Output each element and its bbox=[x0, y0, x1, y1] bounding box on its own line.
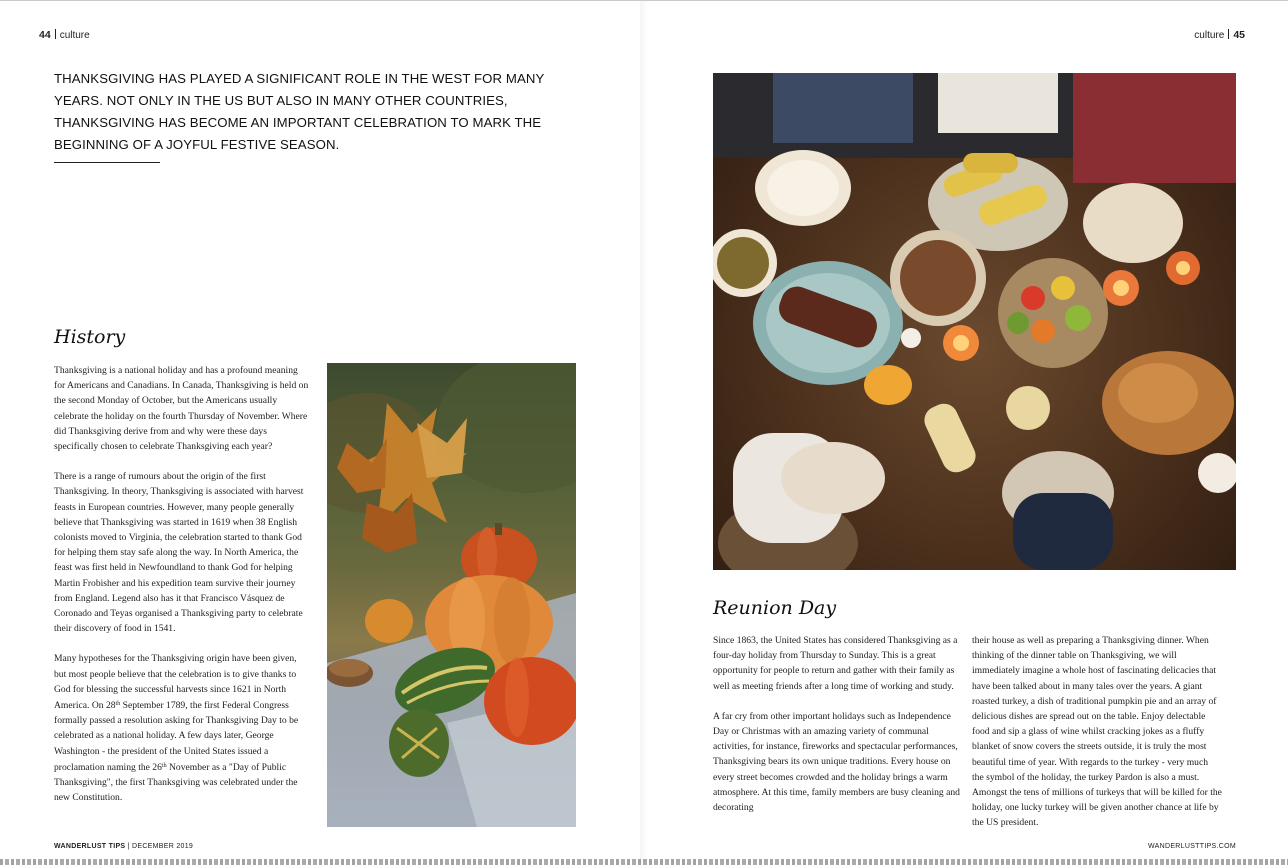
footer-website: WANDERLUSTTIPS.COM bbox=[1148, 843, 1236, 850]
history-paragraph-2: There is a range of rumours about the origin of the first Thanksgiving. In theory, Thanksgiving is associated with harvest feasts in European countries. However, many people generally believe that Thanksgiving was started in 1619 when 38 English colonists moved to Virginia, the celebration started to thank God for helping them stay safe along the way. In North America, the feast was first held in Newfoundland to thank God for helping Martin Frobisher and his expedition team survive their journey from England. Legend also has it that Francisco Vásquez de Coronado and Teyas organised a Thanksgiving party to celebrate their discovery of food in 1541. bbox=[54, 471, 304, 635]
issue-date: DECEMBER 2019 bbox=[132, 843, 194, 850]
folio-right bbox=[1194, 29, 1245, 41]
history-paragraph-3 bbox=[54, 651, 310, 805]
section-label-left: culture bbox=[59, 30, 90, 41]
section-label-right: culture bbox=[1194, 30, 1225, 41]
page-number-left: 44 bbox=[39, 29, 51, 41]
page-gutter bbox=[640, 1, 648, 865]
ordinal-suffix: th bbox=[115, 701, 121, 708]
reunion-paragraph-1: Since 1863, the United States has considered Thanksgiving as a four-day holiday from Thursday to Sunday. This is a great opportunity for people to return and gather with their family as well as meeting friends after a long time of working and study. bbox=[713, 635, 958, 692]
reunion-column-1 bbox=[713, 633, 963, 830]
intro-rule bbox=[54, 162, 160, 163]
history-paragraph-1: Thanksgiving is a national holiday and has a profound meaning for Americans and Canadians. In Canada, Thanksgiving is held on the second Monday of October, but the Americans usually celebrate the holiday on the fourth Thursday of November. Where did Thanksgiving derive from and why were these days specifically chosen to celebrate Thanksgiving each year? bbox=[54, 365, 309, 453]
folio-divider bbox=[55, 29, 56, 39]
folio-divider bbox=[1228, 29, 1229, 39]
history-p3-part-a: Many hypotheses for the Thanksgiving origin have been given, but most people believe that the celebration is to give thanks to God for blessing the successful harvests since 1621 in North America. On 28 bbox=[54, 653, 297, 712]
reunion-paragraph-3: their house as well as preparing a Thanksgiving dinner. When thinking of the dinner table on Thanksgiving, we will immediately imagine a whole host of fascinating delicacies that have been talked about in many tales over the years. A giant roasted turkey, a dish of traditional pumpkin pie and an array of delicious dishes are spread out on the table. Enjoy delectable food and sip a glass of wine whilst cracking jokes as a fluffy blanket of snow covers the streets outside, it is truly the most beautiful time of year. With regards to the turkey - very much the symbol of the holiday, the turkey Pardon is also a must. Amongst the tens of millions of turkeys that will be killed for the holiday, one lucky turkey will be given another chance at life by the US president. bbox=[972, 635, 1222, 829]
magazine-name: WANDERLUST TIPS bbox=[54, 843, 126, 850]
history-column bbox=[54, 363, 310, 820]
reunion-heading: Reunion Day bbox=[713, 597, 837, 619]
reunion-column-2 bbox=[972, 633, 1222, 846]
history-heading: History bbox=[54, 326, 126, 348]
table-illustration bbox=[713, 73, 1236, 570]
history-p3-part-c: November as a "Day of Public Thanksgiving", the first Thanksgiving was celebrated under the new Constitution. bbox=[54, 761, 298, 804]
folio-left bbox=[39, 29, 90, 41]
page-number-right: 45 bbox=[1233, 29, 1245, 41]
pumpkins-illustration bbox=[327, 363, 576, 827]
thanksgiving-table-photo bbox=[713, 73, 1236, 570]
ordinal-suffix: th bbox=[161, 762, 167, 769]
next-page-bleed bbox=[0, 859, 1288, 865]
intro-standfirst: THANKSGIVING HAS PLAYED A SIGNIFICANT ROLE IN THE WEST FOR MANY YEARS. NOT ONLY IN THE US BUT ALSO IN MANY OTHER COUNTRIES, THANKSGIVING HAS BECOME AN IMPORTANT CELEBRATION TO MARK THE BEGINNING OF A JOYFUL FESTIVE SEASON. bbox=[54, 71, 545, 152]
footer-left: WANDERLUST TIPS | DECEMBER 2019 bbox=[54, 843, 194, 850]
pumpkins-photo bbox=[327, 363, 576, 827]
reunion-paragraph-2: A far cry from other important holidays such as Independence Day or Christmas with an amazing variety of communal activities, for instance, fireworks and spectacular performances, Thanksgiving bears its own unique traditions. Every house on every street becomes crowded and the holiday brings a warm atmosphere. At this time, family members are busy cleaning and decorating bbox=[713, 710, 960, 814]
history-p3-part-b: September 1789, the first Federal Congress formally passed a resolution asking for Thanksgiving Day to be celebrated as a national holiday. A few days later, George Washington - the president of the United States issued a proclamation naming the 26 bbox=[54, 700, 299, 773]
